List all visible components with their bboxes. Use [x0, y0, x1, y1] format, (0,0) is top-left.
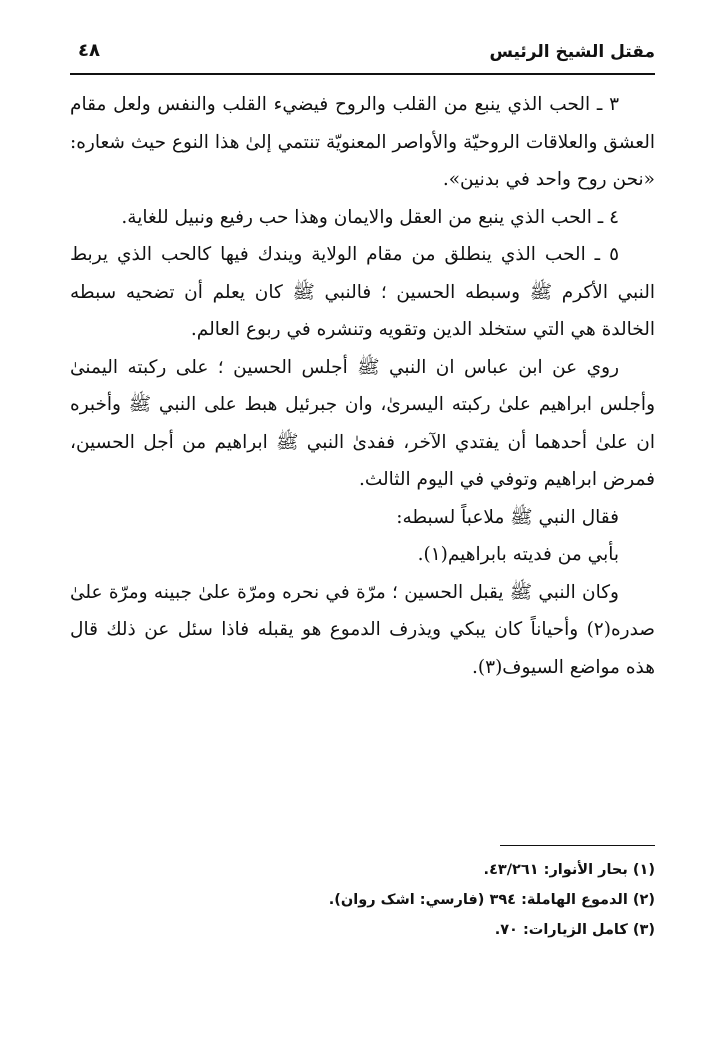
- paragraph-love-type-5: ٥ ـ الحب الذي ينطلق من مقام الولاية ويندك فيها كالحب الذي يربط النبي الأكرم ﷺ وسبطه الحسين ؛ فالنبي ﷺ كان يعلم أن تضحيه سبطه الخالدة هي التي ستخلد الدين وتقويه وتنشره في ربوع العالم.: [70, 244, 655, 340]
- paragraph-ibn-abbas-narration: روي عن ابن عباس ان النبي ﷺ أجلس الحسين ؛ على ركبته اليمنىٰ وأجلس ابراهيم علىٰ ركبته اليسرىٰ، وان جبرئيل هبط على النبي ﷺ وأخبره ان علىٰ أحدهما أن يفتدي الآخر، ففدىٰ النبي ﷺ ابراهيم من أجل الحسين، فمرض ابراهيم وتوفي في اليوم الثالث.: [70, 356, 655, 490]
- running-title: مقتل الشيخ الرئيس: [489, 42, 655, 62]
- footnote-1: (١) بحار الأنوار: ٤٣/٢٦١.: [483, 862, 655, 878]
- page-header: [70, 38, 655, 70]
- paragraph-love-type-4: ٤ ـ الحب الذي ينبع من العقل والايمان وهذا حب رفيع ونبيل للغاية.: [121, 206, 619, 228]
- footnote-2: (٢) الدموع الهاملة: ٣٩٤ (فارسي: اشک روان).: [328, 892, 655, 908]
- footnote-divider: [500, 845, 655, 846]
- paragraph-kissing-hussain: وكان النبي ﷺ يقبل الحسين ؛ مرّة في نحره ومرّة علىٰ جبينه ومرّة علىٰ صدره(٢) وأحياناً كان يبكي ويذرف الدموع هو يقبله فاذا سئل عن ذلك قال هذه مواضع السيوف(٣).: [70, 581, 655, 678]
- page-number: ٤٨: [78, 40, 100, 61]
- paragraph-quote: بأبي من فديته بابراهيم(١).: [417, 544, 619, 565]
- main-text: [70, 86, 655, 686]
- footnote-3: (٣) كامل الزيارات: ٧٠.: [494, 922, 655, 938]
- header-divider: [70, 73, 655, 75]
- paragraph-prophet-said: فقال النبي ﷺ ملاعباً لسبطه:: [396, 506, 619, 528]
- footnotes: [70, 855, 655, 945]
- paragraph-love-type-3: ٣ ـ الحب الذي ينبع من القلب والروح فيضيء القلب والنفس ولعل مقام العشق والعلاقات الروحيّة والأواصر المعنويّة تنتمي إلىٰ هذا النوع حيث شعاره: «نحن روح واحد في بدنين».: [70, 94, 655, 190]
